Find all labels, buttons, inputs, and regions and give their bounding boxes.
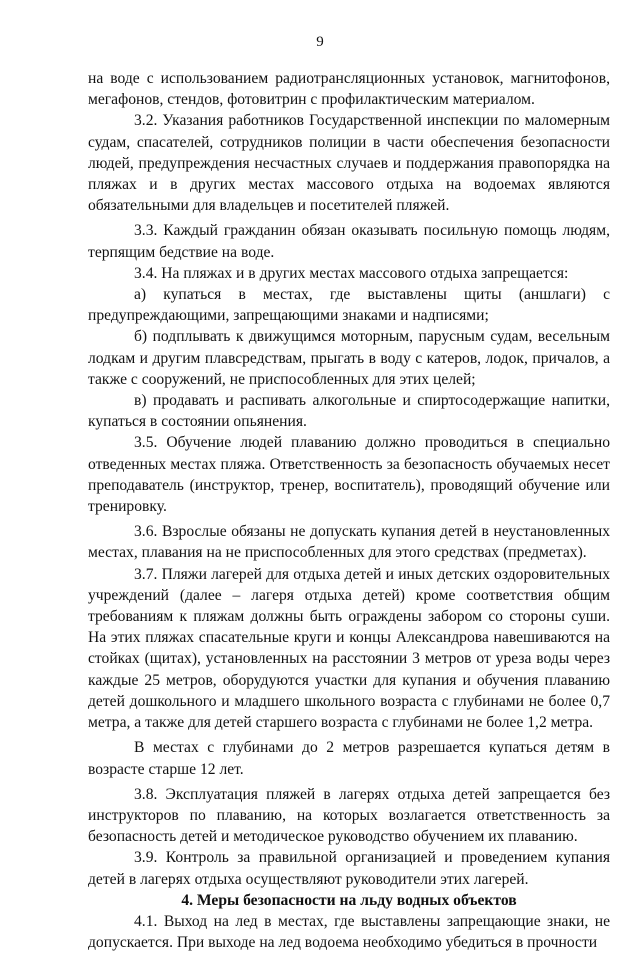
page-number: 9 bbox=[316, 34, 324, 50]
paragraph-3-7: 3.7. Пляжи лагерей для отдыха детей и иных детских оздоровительных учреждений (далее – лагеря отдыха детей) кроме соответствия общим требованиям к пляжам должны быть ограждены забором со стороны суши. На этих пляжах спасательные круги и концы Александрова навешиваются на стойках (щитах), установленных на расстоянии 3 метров от уреза воды через каждые 25 метров, оборудуются участки для купания и обучения плаванию детей дошкольного и младшего школьного возраста с глубинами не более 0,7 метра, а также для детей старшего возраста с глубинами не более 1,2 метра. bbox=[88, 565, 610, 732]
paragraph-3-4: 3.4. На пляжах и в других местах массового отдыха запрещается: bbox=[134, 264, 569, 282]
paragraph-continuation: на воде с использованием радиотрансляционных установок, магнитофонов, мегафонов, стендов, фотовитрин с профилактическим материалом. bbox=[88, 70, 610, 109]
paragraph-3-4-c: в) продавать и распивать алкогольные и спиртосодержащие напитки, купаться в состоянии опьянения. bbox=[88, 392, 610, 431]
paragraph-3-7-depth: В местах с глубинами до 2 метров разрешается купаться детям в возрасте старше 12 лет. bbox=[88, 739, 610, 778]
paragraph-3-3: 3.3. Каждый гражданин обязан оказывать посильную помощь людям, терпящим бедствие на воде. bbox=[88, 222, 610, 261]
paragraph-3-6: 3.6. Взрослые обязаны не допускать купания детей в неустановленных местах, плавания на не приспособленных для этого средствах (предметах). bbox=[88, 523, 610, 562]
paragraph-3-4-a: а) купаться в местах, где выставлены щиты (аншлаги) с предупреждающими, запрещающими знаками и надписями; bbox=[88, 286, 610, 325]
paragraph-4-1: 4.1. Выход на лед в местах, где выставлены запрещающие знаки, не допускается. При выходе на лед водоема необходимо убедиться в прочности bbox=[88, 912, 610, 952]
document-body bbox=[88, 68, 610, 953]
section-heading: 4. Меры безопасности на льду водных объектов bbox=[181, 891, 517, 909]
paragraph-3-4-b: б) подплывать к движущимся моторным, парусным судам, весельным лодкам и другим плавсредствам, прыгать в воду с катеров, лодок, причалов, а также с сооружений, не приспособленных для этих целей; bbox=[88, 328, 610, 388]
paragraph-3-5: 3.5. Обучение людей плаванию должно проводиться в специально отведенных местах пляжа. Ответственность за безопасность обучаемых несет преподаватель (инструктор, тренер, воспитатель), проводящий обучение или тренировку. bbox=[88, 434, 610, 516]
paragraph-3-8: 3.8. Эксплуатация пляжей в лагерях отдыха детей запрещается без инструкторов по плаванию, на которых возлагается ответственность за безопасность детей и методическое руководство обучением их плаванию. bbox=[88, 785, 610, 846]
paragraph-3-2: 3.2. Указания работников Государственной инспекции по маломерным судам, спасателей, сотрудников полиции в части обеспечения безопасности людей, предупреждения несчастных случаев и поддержания правопорядка на пляжах и в других местах массового отдыха на водоемах являются обязательными для владельцев и посетителей пляжей. bbox=[88, 112, 610, 215]
paragraph-3-9: 3.9. Контроль за правильной организацией и проведением купания детей в лагерях отдыха осуществляют руководители этих лагерей. bbox=[88, 849, 610, 888]
